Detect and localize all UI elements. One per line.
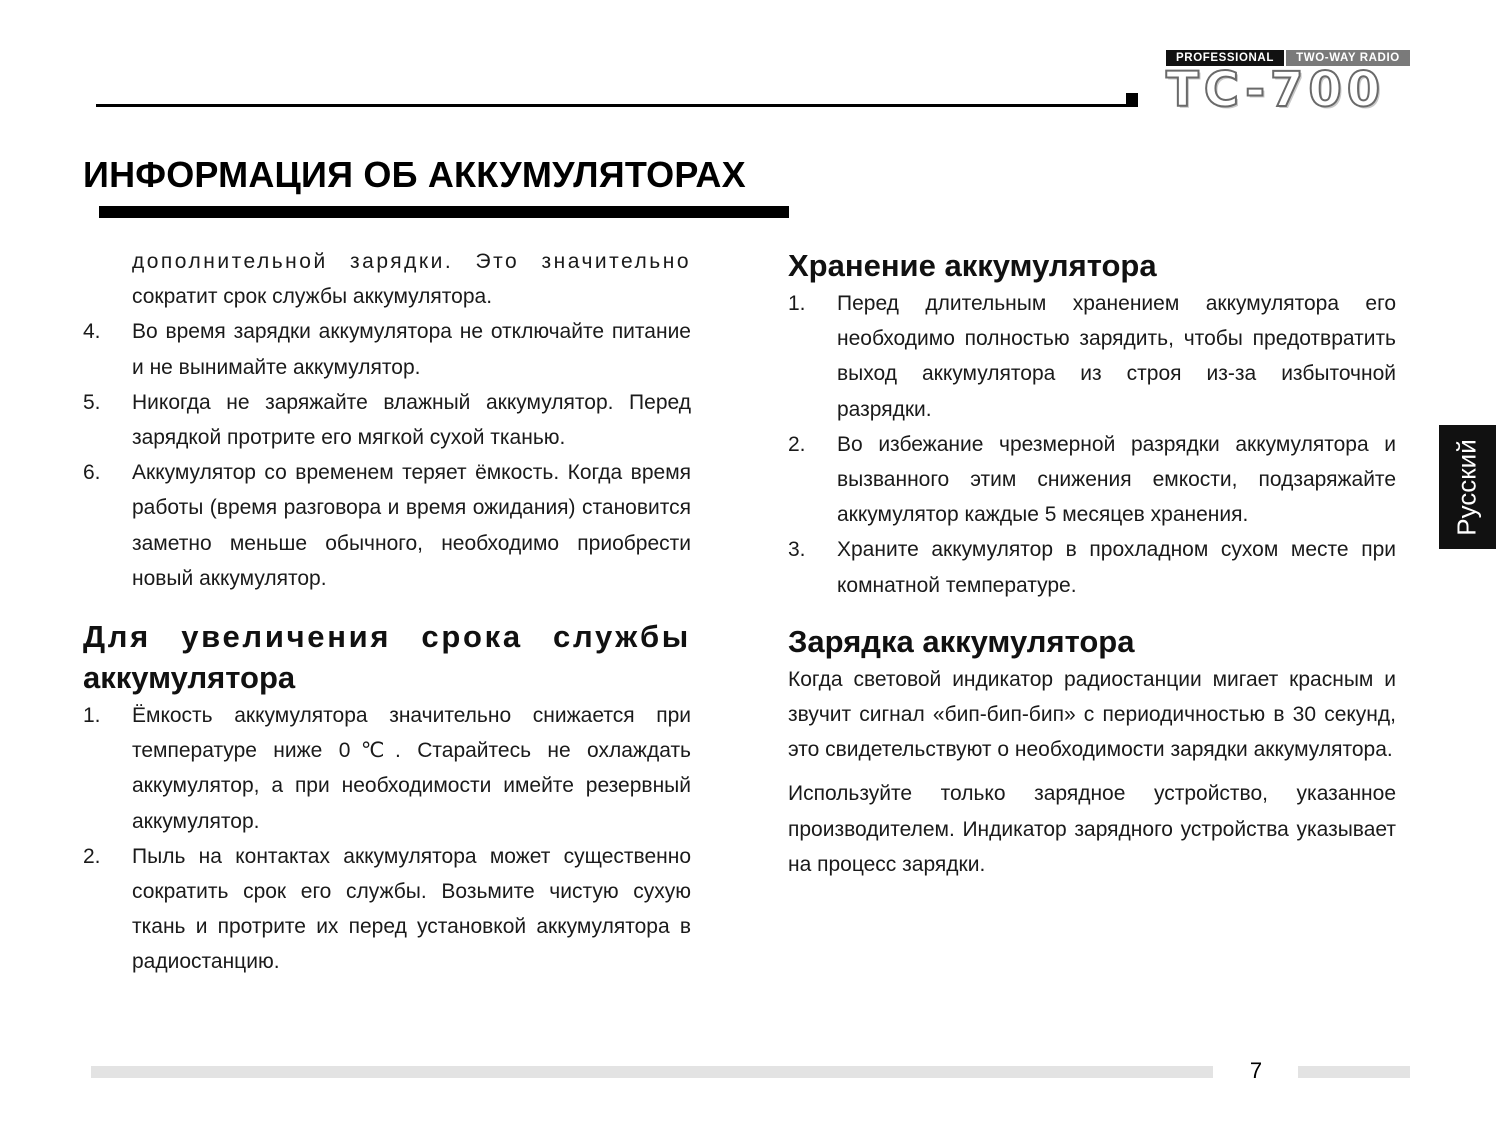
header-rule (96, 104, 1126, 107)
model-logo: TC-700 (1166, 62, 1386, 118)
list-item-number: 1. (788, 292, 806, 315)
list-item-number: 2. (83, 844, 101, 868)
right-column (788, 244, 1396, 882)
language-tab (1439, 425, 1496, 549)
list-item (83, 839, 691, 980)
list-item (83, 385, 691, 455)
list-item-number: 6. (83, 461, 101, 485)
storage-list (788, 286, 1396, 603)
extend-life-list (83, 698, 691, 980)
list-item (83, 698, 691, 839)
language-tab-label: Русский (1452, 438, 1483, 536)
list-item-number: 3. (788, 538, 806, 562)
list-item (83, 455, 691, 596)
list-item-number: 4. (83, 320, 101, 344)
list-item (83, 314, 691, 384)
section-title-storage: Хранение аккумулятора (788, 248, 1157, 283)
list-item (788, 286, 1396, 427)
list-item-number: 1. (83, 704, 101, 728)
header-rule-end-marker (1126, 93, 1138, 107)
list-item (788, 532, 1396, 602)
page-title: ИНФОРМАЦИЯ ОБ АККУМУЛЯТОРАХ (83, 154, 746, 195)
footer-bar-right (1298, 1066, 1410, 1078)
battery-tips-list (83, 314, 691, 596)
brand-two-way-label: TWO-WAY RADIO (1286, 50, 1410, 66)
section-title-extend-life-line2: аккумулятора (83, 660, 296, 696)
title-underline (99, 206, 789, 218)
left-column (83, 244, 691, 980)
section-title-extend-life: Для увеличения срока службы (83, 619, 691, 655)
charging-paragraph-1: Когда световой индикатор радиостанции мигает красным и звучит сигнал «бип-бип-бип» с периодичностью в 30 секунд, это свидетельствуют о необходимости зарядки аккумулятора. (788, 667, 1396, 762)
list-item-text: Во избежание чрезмерной разрядки аккумулятора и вызванного этим снижения емкости, подзаряжайте аккумулятор каждые 5 месяцев хранения. (837, 432, 1396, 527)
list-item-text: Ёмкость аккумулятора значительно снижается при температуре ниже 0℃. Старайтесь не охлаждать аккумулятор, а при необходимости имейте резервный аккумулятор. (132, 704, 691, 833)
list-item (788, 427, 1396, 533)
page-number: 7 (1249, 1058, 1263, 1083)
footer-bar-left (91, 1066, 1213, 1078)
brand-professional-label: PROFESSIONAL (1166, 50, 1284, 66)
section-title-charging: Зарядка аккумулятора (788, 623, 1135, 659)
list-item-number: 5. (83, 390, 101, 414)
list-item-text: Храните аккумулятор в прохладном сухом месте при комнатной температуре. (837, 538, 1396, 597)
intro-line-1: дополнительной зарядки. Это значительно (132, 250, 691, 273)
list-item-text: Пыль на контактах аккумулятора может существенно сократить срок его службы. Возьмите чистую сухую ткань и протрите их перед установкой аккумулятора в радиостанцию. (132, 844, 691, 974)
intro-line-2: сократит срок службы аккумулятора. (132, 285, 493, 309)
charging-paragraph-2: Используйте только зарядное устройство, указанное производителем. Индикатор зарядного устройства указывает на процесс зарядки. (788, 782, 1396, 876)
list-item-text: Аккумулятор со временем теряет ёмкость. Когда время работы (время разговора и время ожидания) становится заметно меньше обычного, необходимо приобрести новый аккумулятор. (132, 461, 691, 590)
list-item-text: Никогда не заряжайте влажный аккумулятор. Перед зарядкой протрите его мягкой сухой тканью. (132, 390, 691, 450)
list-item-text: Во время зарядки аккумулятора не отключайте питание и не вынимайте аккумулятор. (132, 320, 691, 379)
list-item-number: 2. (788, 432, 806, 456)
list-item-text: Перед длительным хранением аккумулятора его необходимо полностью зарядить, чтобы предотвратить выход аккумулятора из строя из-за избыточной разрядки. (837, 292, 1396, 421)
